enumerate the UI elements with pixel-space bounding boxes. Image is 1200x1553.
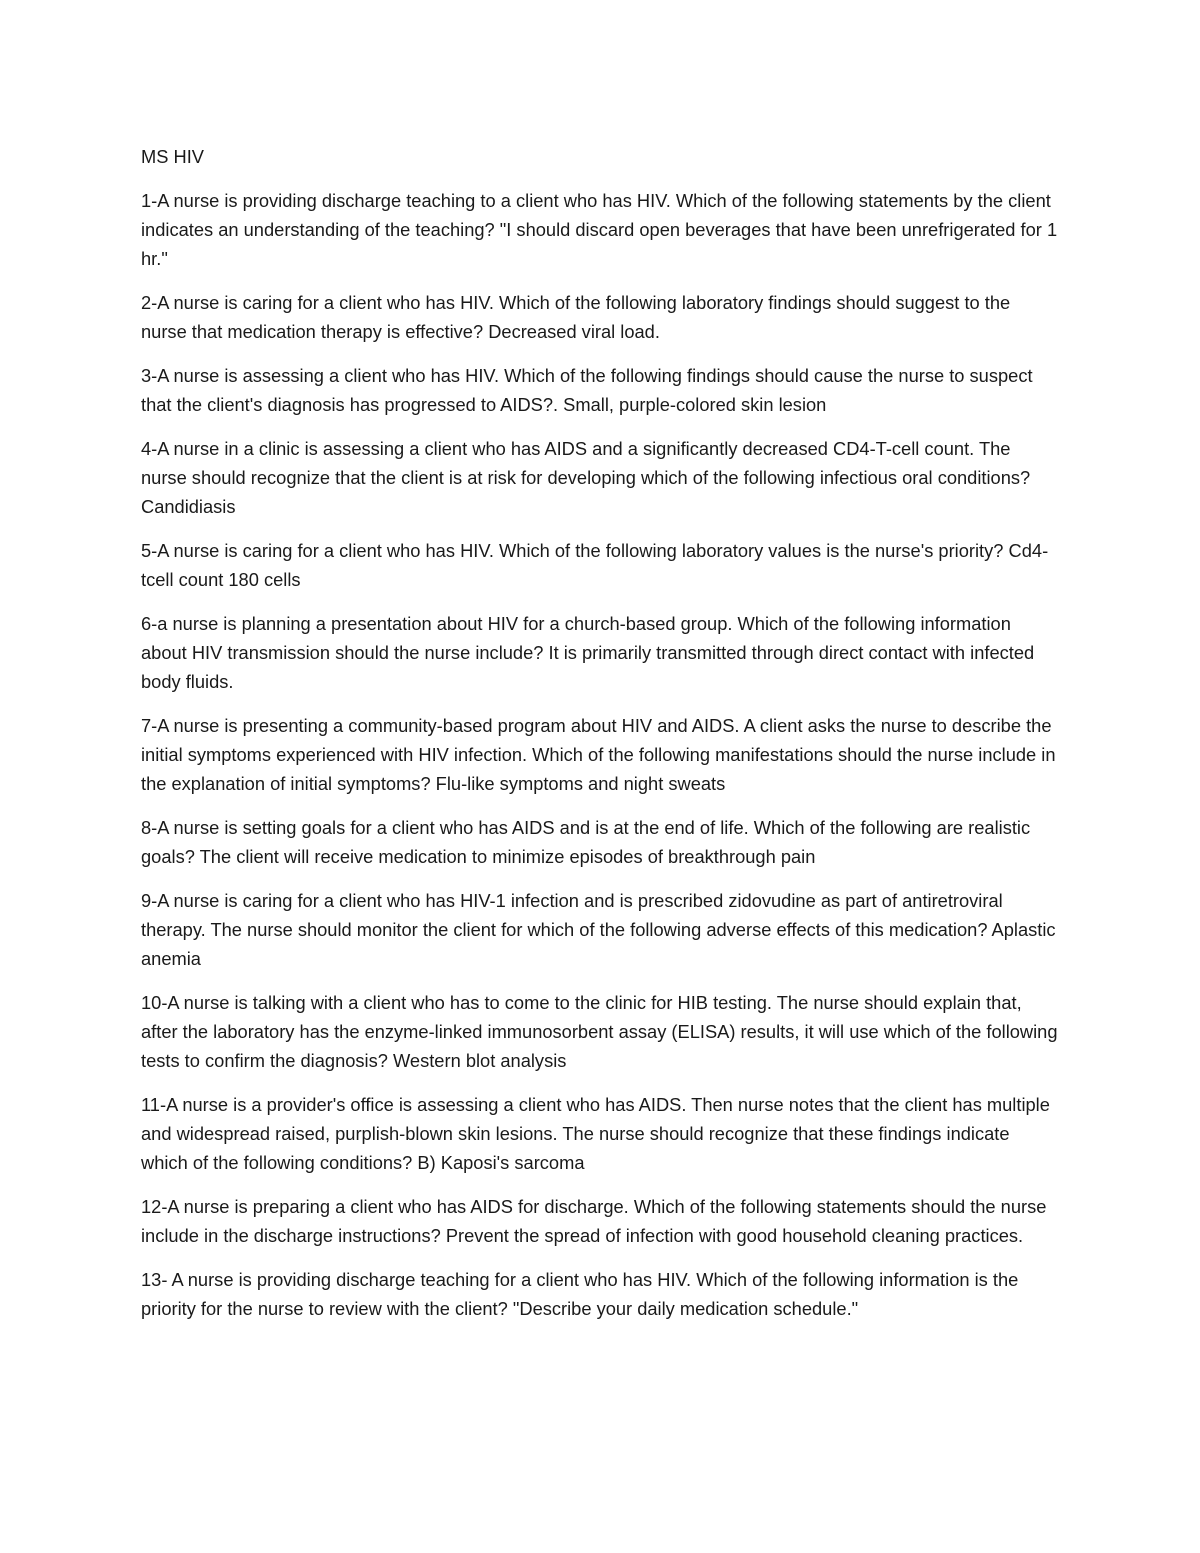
question-11: 11-A nurse is a provider's office is assessing a client who has AIDS. Then nurse notes that the client has multiple and widespread raised, purplish-blown skin lesions. The nurse should recognize that these findings indicate which of the following conditions? B) Kaposi's sarcoma [141, 1094, 1050, 1173]
question-1: 1-A nurse is providing discharge teaching to a client who has HIV. Which of the following statements by the client indicates an understanding of the teaching? "I should discard open beverages that have been unrefrigerated for 1 hr." [141, 190, 1058, 269]
question-7: 7-A nurse is presenting a community-based program about HIV and AIDS. A client asks the nurse to describe the initial symptoms experienced with HIV infection. Which of the following manifestations should the nurse include in the explanation of initial symptoms? Flu-like symptoms and night sweats [141, 715, 1056, 794]
question-12: 12-A nurse is preparing a client who has AIDS for discharge. Which of the following statements should the nurse include in the discharge instructions? Prevent the spread of infection with good household cleaning practices. [141, 1196, 1047, 1246]
question-10: 10-A nurse is talking with a client who has to come to the clinic for HIB testing. The nurse should explain that, after the laboratory has the enzyme-linked immunosorbent assay (ELISA) results, it will use which of the following tests to confirm the diagnosis? Western blot analysis [141, 992, 1058, 1071]
question-6: 6-a nurse is planning a presentation about HIV for a church-based group. Which of the following information about HIV transmission should the nurse include? It is primarily transmitted through direct contact with infected body fluids. [141, 613, 1035, 692]
question-2: 2-A nurse is caring for a client who has HIV. Which of the following laboratory findings should suggest to the nurse that medication therapy is effective? Decreased viral load. [141, 292, 1011, 342]
question-3: 3-A nurse is assessing a client who has HIV. Which of the following findings should cause the nurse to suspect that the client's diagnosis has progressed to AIDS?. Small, purple-colored skin lesion [141, 365, 1033, 415]
question-9: 9-A nurse is caring for a client who has HIV-1 infection and is prescribed zidovudine as part of antiretroviral therapy. The nurse should monitor the client for which of the following adverse effects of this medication? Aplastic anemia [141, 890, 1056, 969]
document-body [141, 142, 1059, 1338]
question-5: 5-A nurse is caring for a client who has HIV. Which of the following laboratory values is the nurse's priority? Cd4-tcell count 180 cells [141, 540, 1049, 590]
question-13: 13- A nurse is providing discharge teaching for a client who has HIV. Which of the following information is the priority for the nurse to review with the client? "Describe your daily medication schedule." [141, 1269, 1019, 1319]
document-title: MS HIV [141, 146, 204, 167]
question-8: 8-A nurse is setting goals for a client who has AIDS and is at the end of life. Which of the following are realistic goals? The client will receive medication to minimize episodes of breakthrough pain [141, 817, 1031, 867]
question-4: 4-A nurse in a clinic is assessing a client who has AIDS and a significantly decreased CD4-T-cell count. The nurse should recognize that the client is at risk for developing which of the following infectious oral conditions? Candidiasis [141, 438, 1031, 517]
